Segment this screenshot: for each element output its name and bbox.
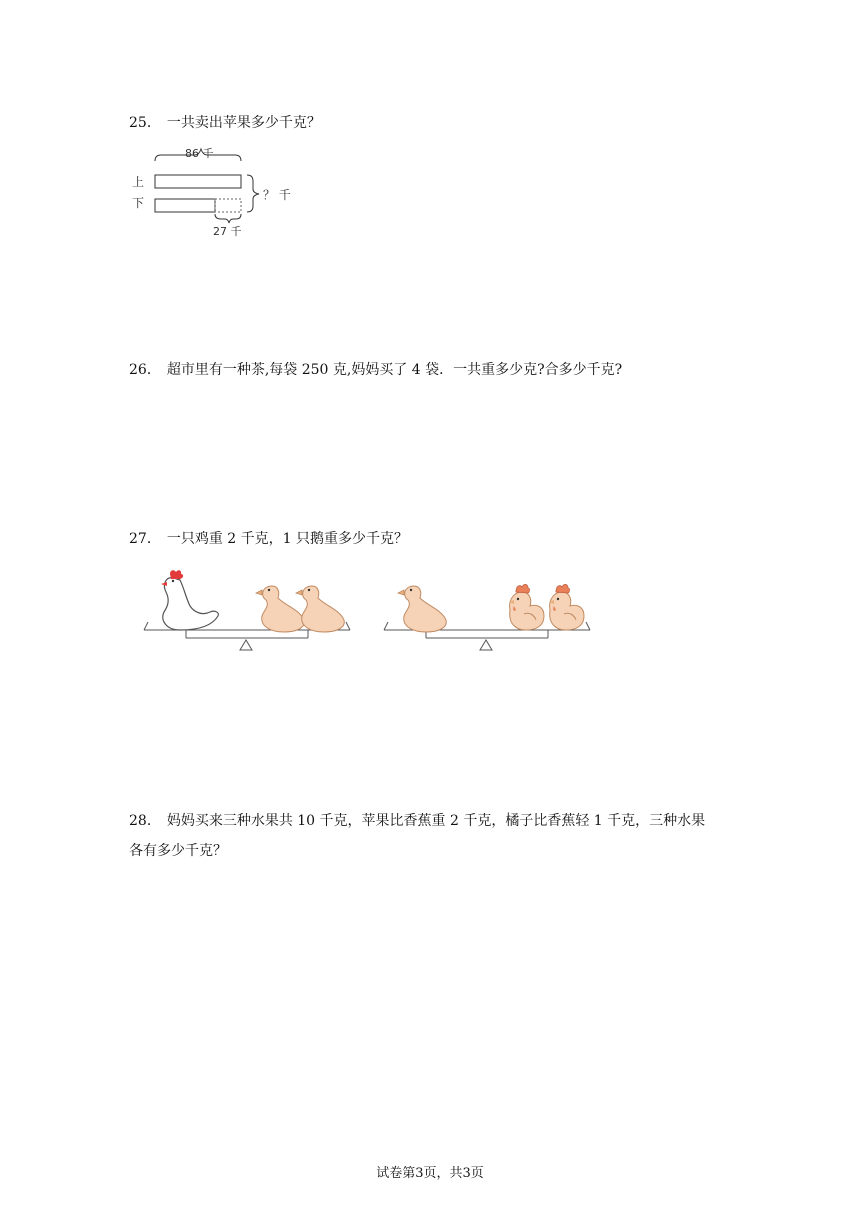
left-balance-scale [144, 570, 350, 650]
top-value-label: 86 千 [185, 147, 214, 160]
hen-icon [549, 584, 584, 630]
balance-scales-figure [140, 566, 600, 660]
question-27 [129, 524, 749, 554]
question-text: 一共卖出苹果多少千克？ [166, 115, 321, 131]
bar-down [155, 199, 215, 212]
bar-up [155, 175, 241, 188]
bottom-brace [215, 214, 241, 223]
question-text-continued: 各有多少千克？ [129, 843, 227, 859]
duck-icon [398, 586, 446, 632]
question-number: 27． [129, 531, 161, 547]
question-number: 25． [129, 115, 161, 131]
question-number: 28． [129, 813, 161, 829]
total-label: ？ 千 [263, 188, 291, 202]
question-28 [129, 806, 749, 866]
question-text: 一只鸡重 2 千克，1 只鹅重多少千克？ [166, 531, 408, 547]
right-balance-scale [384, 584, 590, 650]
bar-down-missing [215, 199, 241, 212]
label-up: 上 [132, 175, 145, 189]
question-text: 妈妈买来三种水果共 10 千克，苹果比香蕉重 2 千克，橘子比香蕉轻 1 千克，三种水果 [166, 813, 706, 829]
right-brace [247, 175, 259, 212]
goose-icon [161, 570, 218, 630]
hen-icon [509, 584, 544, 630]
page-footer: 试卷第3页，共3页 [376, 1166, 484, 1181]
label-down: 下 [132, 196, 145, 210]
question-25 [129, 108, 749, 138]
question-26 [129, 355, 749, 385]
diff-value-label: 27 千 [213, 225, 242, 238]
question-text: 超市里有一种茶,每袋 250 克,妈妈买了 4 袋．一共重多少克?合多少千克? [166, 362, 623, 378]
question-number: 26． [129, 362, 161, 378]
bar-diagram [129, 143, 309, 243]
